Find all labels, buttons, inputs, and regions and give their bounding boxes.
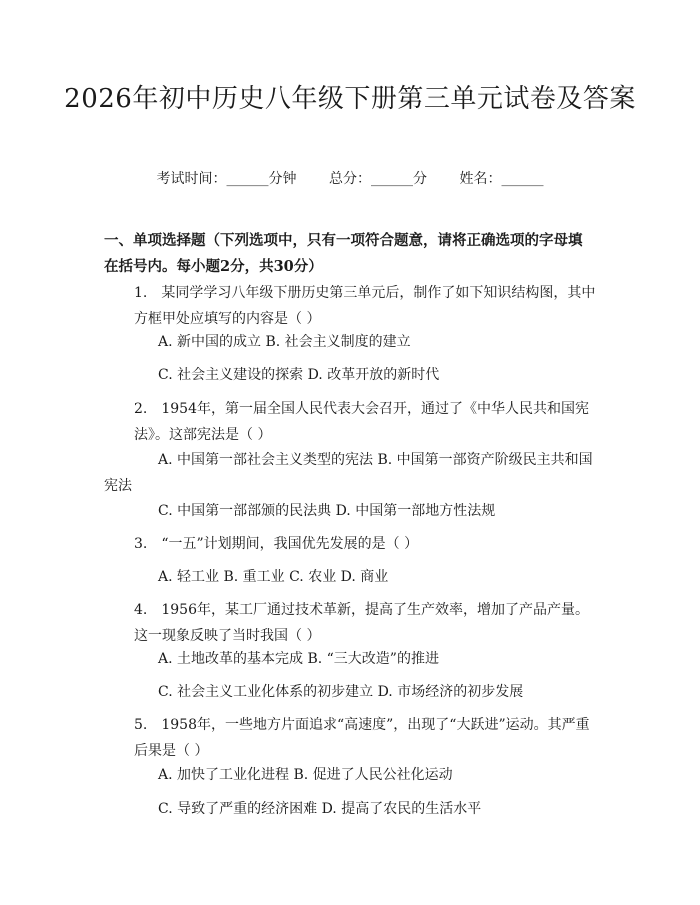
question-4-options-ab: A. 土地改革的基本完成 B. “三大改造”的推进 (158, 651, 439, 667)
question-text: 2. 1954年，第一届全国人民代表大会召开，通过了《中华人民共和国宪法》。这部宪法是（ ） (134, 401, 589, 443)
section-heading: 一、单项选择题（下列选项中，只有一项符合题意，请将正确选项的字母填在括号内。每小题2分，共30分） (104, 232, 583, 275)
question-5-options-cd: C. 导致了严重的经济困难 D. 提高了农民的生活水平 (158, 801, 482, 817)
question-2-options-ab: A. 中国第一部社会主义类型的宪法 B. 中国第一部资产阶级民主共和国宪法 (104, 452, 593, 494)
question-2-options-cd: C. 中国第一部部颁的民法典 D. 中国第一部地方性法规 (158, 503, 496, 519)
question-3-stem (104, 531, 600, 557)
question-1-stem (104, 280, 600, 332)
student-name: 姓名：______ (459, 171, 544, 187)
question-5-stem (104, 712, 600, 764)
question-1-options-ab: A. 新中国的成立 B. 社会主义制度的建立 (158, 334, 411, 350)
question-text: 1. 某同学学习八年级下册历史第三单元后，制作了如下知识结构图，其中方框甲处应填写的内容是（ ） (134, 285, 596, 327)
exam-meta (0, 168, 700, 188)
page-title: 2026年初中历史八年级下册第三单元试卷及答案 (64, 84, 636, 114)
question-5-options-ab: A. 加快了工业化进程 B. 促进了人民公社化运动 (158, 767, 453, 783)
question-2-stem (104, 396, 600, 448)
question-text: 4. 1956年，某工厂通过技术革新，提高了生产效率，增加了产品产量。这一现象反映了当时我国（ ） (134, 602, 589, 644)
question-text: 5. 1958年，一些地方片面追求“高速度”，出现了“大跃进”运动。其严重后果是（ ） (134, 717, 590, 759)
question-4-stem (104, 597, 600, 649)
question-4-options-cd: C. 社会主义工业化体系的初步建立 D. 市场经济的初步发展 (158, 684, 524, 700)
exam-total-score: 总分：______分 (329, 171, 427, 187)
question-3-options: A. 轻工业 B. 重工业 C. 农业 D. 商业 (158, 569, 389, 585)
question-1-options-cd: C. 社会主义建设的探索 D. 改革开放的新时代 (158, 367, 440, 383)
question-text: 3. “一五”计划期间，我国优先发展的是（ ） (134, 536, 419, 552)
exam-time: 考试时间：______分钟 (156, 171, 297, 187)
